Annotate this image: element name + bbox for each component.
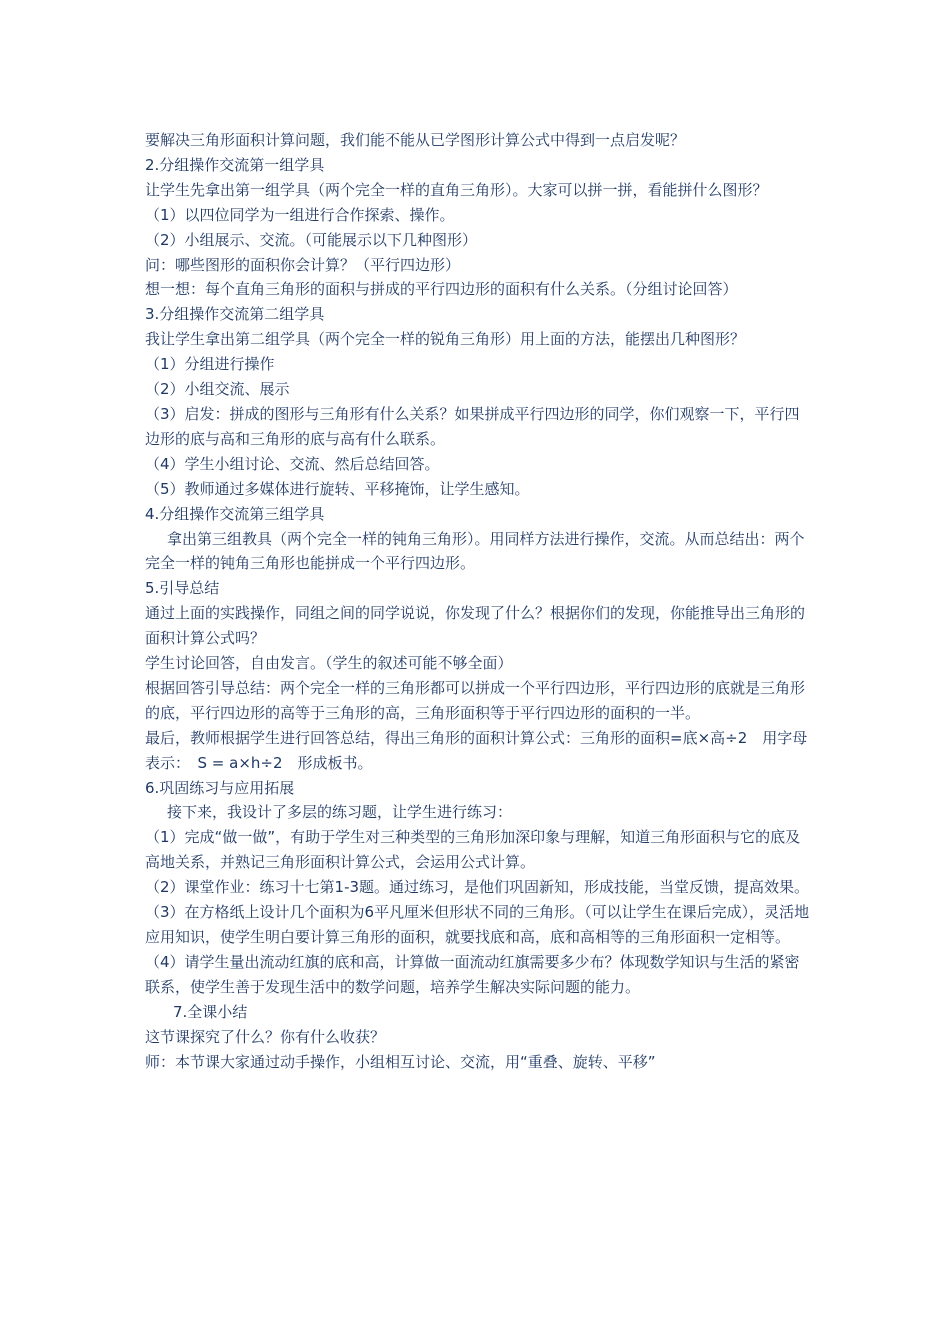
list-item: （1）分组进行操作 [145, 355, 275, 374]
list-item: （3）在方格纸上设计几个面积为6平凡厘米但形状不同的三角形。（可以让学生在课后完成），灵活地应用知识，使学生明白要计算三角形的面积，就要找底和高，底和高相等的三角形面积一定相等。 [145, 903, 810, 946]
list-item: （1）以四位同学为一组进行合作探索、操作。 [145, 205, 455, 224]
paragraph: 问：哪些图形的面积你会计算？（平行四边形） [145, 255, 461, 274]
heading-step-4: 4.分组操作交流第三组学具 [145, 504, 325, 523]
paragraph-formula: 最后，教师根据学生进行回答总结，得出三角形的面积计算公式：三角形的面积=底×高÷2 用字母表示： S = a×h÷2 形成板书。 [145, 728, 808, 772]
paragraph: 想一想：每个直角三角形的面积与拼成的平行四边形的面积有什么关系。（分组讨论回答） [145, 280, 738, 299]
heading-step-2: 2.分组操作交流第一组学具 [145, 155, 325, 174]
list-item: （2）课堂作业：练习十七第1-3题。通过练习，是他们巩固新知，形成技能，当堂反馈，提高效果。 [145, 878, 810, 897]
paragraph: 这节课探究了什么？你有什么收获？ [145, 1027, 386, 1046]
heading-step-5: 5.引导总结 [145, 579, 220, 598]
list-item: （4）学生小组讨论、交流、然后总结回答。 [145, 454, 440, 473]
paragraph: 学生讨论回答，自由发言。（学生的叙述可能不够全面） [145, 654, 513, 673]
paragraph: 我让学生拿出第二组学具（两个完全一样的锐角三角形）用上面的方法，能摆出几种图形？ [145, 330, 746, 349]
heading-step-6: 6.巩固练习与应用拓展 [145, 778, 295, 797]
paragraph: 师：本节课大家通过动手操作，小组相互讨论、交流，用“重叠、旋转、平移” [145, 1052, 656, 1071]
paragraph: 接下来，我设计了多层的练习题，让学生进行练习： [167, 803, 513, 822]
paragraph-intro-question: 要解决三角形面积计算问题，我们能不能从已学图形计算公式中得到一点启发呢？ [145, 131, 686, 149]
paragraph: 让学生先拿出第一组学具（两个完全一样的直角三角形）。大家可以拼一拼，看能拼什么图形？ [145, 180, 768, 199]
list-item: （5）教师通过多媒体进行旋转、平移掩饰，让学生感知。 [145, 479, 530, 498]
list-item: （1）完成“做一做”，有助于学生对三种类型的三角形加深印象与理解，知道三角形面积与它的底及高地关系，并熟记三角形面积计算公式，会运用公式计算。 [145, 828, 801, 872]
paragraph: 根据回答引导总结：两个完全一样的三角形都可以拼成一个平行四边形，平行四边形的底就是三角形的底，平行四边形的高等于三角形的高，三角形面积等于平行四边形的面积的一半。 [145, 678, 806, 722]
document-body [145, 128, 810, 1074]
list-item: （4）请学生量出流动红旗的底和高，计算做一面流动红旗需要多少布？体现数学知识与生活的紧密联系，使学生善于发现生活中的数学问题，培养学生解决实际问题的能力。 [145, 952, 800, 996]
list-item: （3）启发：拼成的图形与三角形有什么关系？如果拼成平行四边形的同学，你们观察一下，平行四边形的底与高和三角形的底与高有什么联系。 [145, 404, 800, 448]
list-item: （2）小组交流、展示 [145, 380, 290, 399]
list-item: （2）小组展示、交流。（可能展示以下几种图形） [145, 230, 478, 249]
paragraph: 通过上面的实践操作，同组之间的同学说说，你发现了什么？根据你们的发现，你能推导出三角形的面积计算公式吗？ [145, 604, 806, 648]
heading-step-3: 3.分组操作交流第二组学具 [145, 305, 325, 324]
heading-step-7: 7.全课小结 [173, 1002, 248, 1021]
paragraph: 拿出第三组教具（两个完全一样的钝角三角形）。用同样方法进行操作，交流。从而总结出：两个完全一样的钝角三角形也能拼成一个平行四边形。 [145, 529, 805, 573]
